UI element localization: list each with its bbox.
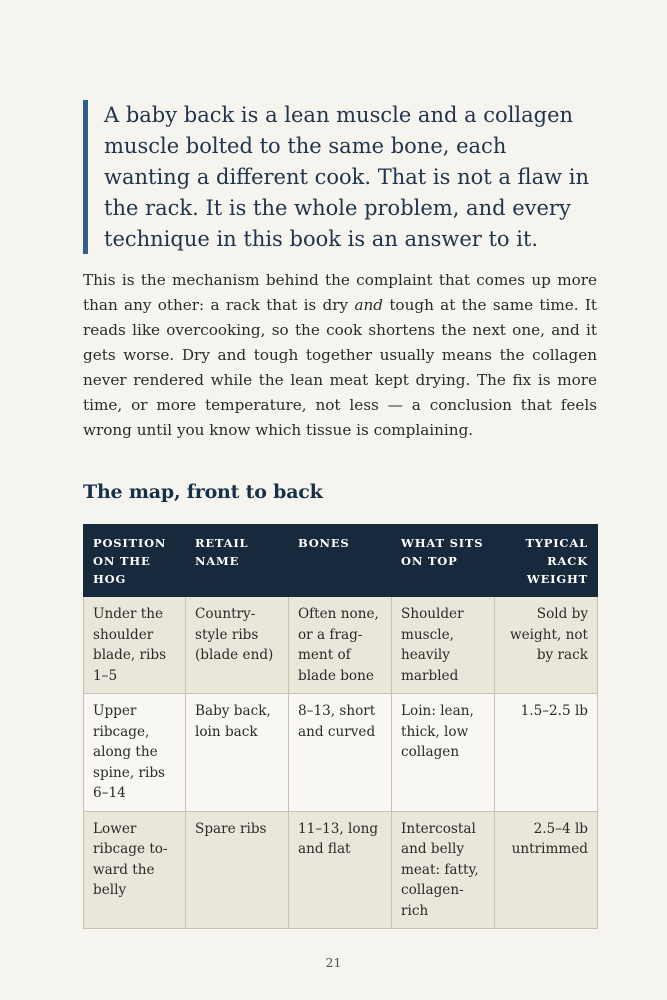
pull-quote-text: A baby back is a lean muscle and a collagen muscle bolted to the same bone, each wanting a different cook. That is not a flaw in the rack. It is the whole problem, and every technique in this book is an answer to it. [104, 103, 589, 251]
cell-bones: 11–13, long and flat [289, 811, 392, 929]
pull-quote [83, 100, 593, 254]
cell-bones: Often none, or a frag-ment of blade bone [289, 597, 392, 694]
cell-what-sits-on-top: Shoulder muscle, heavily marbled [392, 597, 495, 694]
body-text-part-2: tough at the same time. It reads like overcooking, so the cook shortens the next one, and it gets worse. Dry and tough together usually means the collagen never rendered while the lean meat kept drying. The fix is more time, or more temperature, not less — a conclusion that feels wrong until you know which tissue is complaining. [83, 296, 597, 439]
cell-position: Under the shoulder blade, ribs 1–5 [84, 597, 186, 694]
header-what-sits-on-top: WHAT SITS ON TOP [392, 525, 495, 597]
cell-rack-weight: 1.5–2.5 lb [495, 694, 598, 812]
header-retail-name: RETAIL NAME [186, 525, 289, 597]
cell-retail-name: Spare ribs [186, 811, 289, 929]
header-bones: BONES [289, 525, 392, 597]
cell-what-sits-on-top: Intercostal and belly meat: fatty, collagen-rich [392, 811, 495, 929]
body-paragraph [83, 268, 597, 443]
cell-rack-weight: Sold by weight, not by rack [495, 597, 598, 694]
section-heading: The map, front to back [83, 481, 323, 503]
cell-retail-name: Baby back, loin back [186, 694, 289, 812]
body-text-emphasis: and [354, 296, 383, 314]
cell-retail-name: Country-style ribs (blade end) [186, 597, 289, 694]
header-position: POSITION ON THE HOG [84, 525, 186, 597]
cell-what-sits-on-top: Loin: lean, thick, low collagen [392, 694, 495, 812]
page-number: 21 [325, 955, 342, 970]
rib-map-table [83, 524, 598, 929]
header-rack-weight: TYPICAL RACK WEIGHT [495, 525, 598, 597]
body-text-part-1: This is the mechanism behind the complaint that comes up more than any other: a rack that is dry [83, 271, 597, 314]
table-row [84, 811, 598, 929]
cell-bones: 8–13, short and curved [289, 694, 392, 812]
table-row [84, 694, 598, 812]
cell-position: Upper ribcage, along the spine, ribs 6–14 [84, 694, 186, 812]
cell-position: Lower ribcage to-ward the belly [84, 811, 186, 929]
cell-rack-weight: 2.5–4 lb untrimmed [495, 811, 598, 929]
table-row [84, 597, 598, 694]
table-header-row [84, 525, 598, 597]
